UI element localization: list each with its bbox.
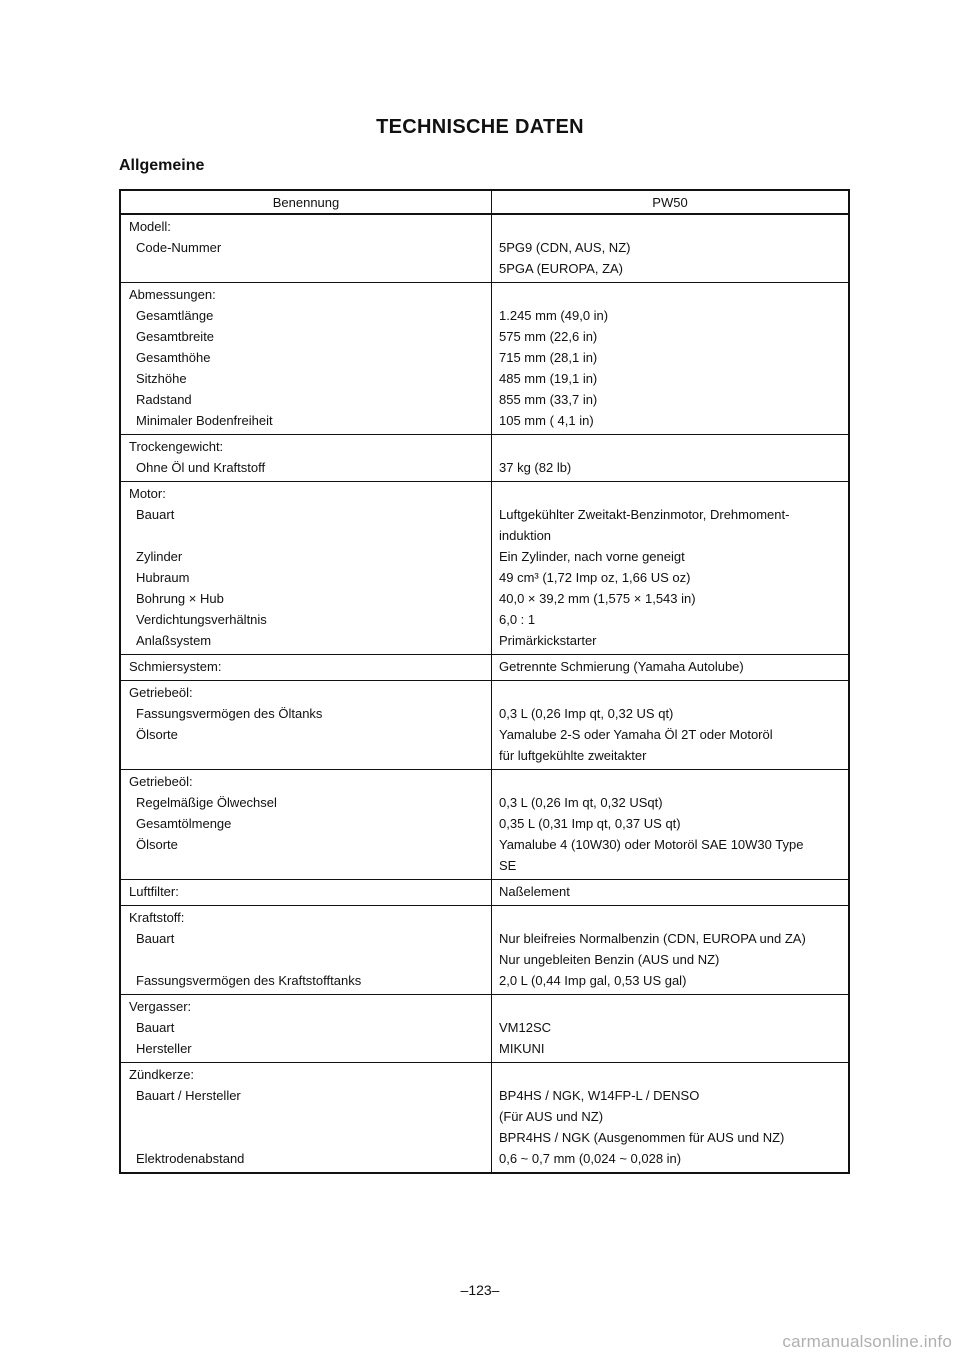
page-number: –123– (460, 1282, 500, 1298)
value-line: Nur ungebleiten Benzin (AUS und NZ) (499, 952, 720, 967)
value-line: induktion (499, 528, 552, 543)
value-cell (492, 655, 850, 681)
value-line (499, 682, 848, 703)
value-line (499, 771, 848, 792)
value-line (499, 216, 848, 237)
designation-line: Code-Nummer (136, 240, 222, 255)
table-row (120, 435, 849, 482)
value-cell (492, 770, 850, 880)
designation-cell (120, 681, 492, 770)
value-cell (492, 283, 850, 435)
value-line (499, 284, 848, 305)
section-heading: Allgemeine (119, 157, 205, 174)
designation-line: Fassungsvermögen des Öltanks (136, 706, 323, 721)
value-line: 2,0 L (0,44 Imp gal, 0,53 US gal) (499, 973, 687, 988)
designation-cell (120, 880, 492, 906)
value-line: Naßelement (499, 884, 570, 899)
value-line (499, 996, 848, 1017)
value-line: 40,0 × 39,2 mm (1,575 × 1,543 in) (499, 591, 696, 606)
designation-cell (120, 214, 492, 283)
table-row (120, 482, 849, 655)
value-cell (492, 1063, 850, 1174)
designation-line: Gesamtbreite (136, 329, 215, 344)
value-line: für luftgekühlte zweitakter (499, 748, 647, 763)
value-line: 855 mm (33,7 in) (499, 392, 598, 407)
designation-cell (120, 655, 492, 681)
value-line: BP4HS / NGK, W14FP-L / DENSO (499, 1088, 700, 1103)
designation-line: Elektrodenabstand (136, 1151, 245, 1166)
table-row (120, 681, 849, 770)
designation-cell (120, 770, 492, 880)
designation-line: Zylinder (136, 549, 183, 564)
value-cell (492, 482, 850, 655)
spec-table (119, 189, 850, 1174)
value-cell (492, 214, 850, 283)
designation-cell (120, 482, 492, 655)
designation-line: Kraftstoff: (129, 910, 185, 925)
value-line: 5PGA (EUROPA, ZA) (499, 261, 624, 276)
value-line: MIKUNI (499, 1041, 545, 1056)
table-row (120, 995, 849, 1063)
designation-line: Minimaler Bodenfreiheit (136, 413, 273, 428)
value-cell (492, 681, 850, 770)
value-line: 37 kg (82 lb) (499, 460, 572, 475)
designation-line (129, 1127, 491, 1148)
value-line: 5PG9 (CDN, AUS, NZ) (499, 240, 631, 255)
designation-line: Modell: (129, 219, 171, 234)
designation-line: Gesamtölmenge (136, 816, 232, 831)
designation-line: Ohne Öl und Kraftstoff (136, 460, 266, 475)
designation-cell (120, 906, 492, 995)
value-cell (492, 880, 850, 906)
page-title: TECHNISCHE DATEN (376, 116, 584, 138)
table-row (120, 906, 849, 995)
value-line: 105 mm ( 4,1 in) (499, 413, 594, 428)
designation-line (129, 258, 491, 279)
value-line: 575 mm (22,6 in) (499, 329, 598, 344)
designation-line: Vergasser: (129, 999, 192, 1014)
value-cell (492, 906, 850, 995)
designation-line: Ölsorte (136, 837, 178, 852)
designation-line: Trockengewicht: (129, 439, 224, 454)
designation-line: Motor: (129, 486, 166, 501)
table-row (120, 214, 849, 283)
designation-line (129, 525, 491, 546)
watermark: carmanualsonline.info (782, 1332, 952, 1351)
designation-line: Abmessungen: (129, 287, 216, 302)
table-row (120, 880, 849, 906)
table-row (120, 1063, 849, 1174)
value-line: 0,6 ~ 0,7 mm (0,024 ~ 0,028 in) (499, 1151, 682, 1166)
column-header-model: PW50 (492, 190, 850, 214)
designation-line: Getriebeöl: (129, 685, 193, 700)
table-row (120, 655, 849, 681)
value-cell (492, 435, 850, 482)
spec-table-body (120, 214, 849, 1173)
designation-line: Sitzhöhe (136, 371, 187, 386)
designation-line: Bohrung × Hub (136, 591, 224, 606)
value-line: 715 mm (28,1 in) (499, 350, 598, 365)
value-line: 1.245 mm (49,0 in) (499, 308, 609, 323)
value-line (499, 907, 848, 928)
designation-line: Anlaßsystem (136, 633, 212, 648)
designation-cell (120, 1063, 492, 1174)
designation-line: Bauart / Hersteller (136, 1088, 241, 1103)
value-line: Primärkickstarter (499, 633, 597, 648)
value-line: Yamalube 2-S oder Yamaha Öl 2T oder Motoröl (499, 727, 773, 742)
value-line: Getrennte Schmierung (Yamaha Autolube) (499, 659, 744, 674)
designation-line (129, 855, 491, 876)
value-line: Ein Zylinder, nach vorne geneigt (499, 549, 685, 564)
designation-line: Gesamthöhe (136, 350, 211, 365)
designation-line (129, 745, 491, 766)
value-line: SE (499, 858, 517, 873)
designation-line: Schmiersystem: (129, 659, 222, 674)
designation-line: Zündkerze: (129, 1067, 195, 1082)
designation-cell (120, 283, 492, 435)
designation-line: Hubraum (136, 570, 190, 585)
value-line (499, 1064, 848, 1085)
value-line: 49 cm³ (1,72 Imp oz, 1,66 US oz) (499, 570, 691, 585)
value-line: 485 mm (19,1 in) (499, 371, 598, 386)
value-line: Nur bleifreies Normalbenzin (CDN, EUROPA und ZA) (499, 931, 806, 946)
designation-line: Fassungsvermögen des Kraftstofftanks (136, 973, 362, 988)
value-line: Luftgekühlter Zweitakt-Benzinmotor, Drehmoment- (499, 507, 790, 522)
designation-cell (120, 995, 492, 1063)
designation-line: Radstand (136, 392, 192, 407)
designation-line: Regelmäßige Ölwechsel (136, 795, 277, 810)
value-line (499, 483, 848, 504)
designation-line (129, 1106, 491, 1127)
value-line: Yamalube 4 (10W30) oder Motoröl SAE 10W30 Type (499, 837, 804, 852)
value-line: 0,3 L (0,26 Im qt, 0,32 USqt) (499, 795, 663, 810)
designation-line: Ölsorte (136, 727, 178, 742)
table-row (120, 770, 849, 880)
designation-line: Bauart (136, 1020, 175, 1035)
value-line (499, 436, 848, 457)
column-header-designation: Benennung (120, 190, 492, 214)
table-row (120, 283, 849, 435)
value-line: 0,35 L (0,31 Imp qt, 0,37 US qt) (499, 816, 681, 831)
designation-line (129, 949, 491, 970)
designation-line: Verdichtungsverhältnis (136, 612, 267, 627)
designation-line: Bauart (136, 507, 175, 522)
value-line: VM12SC (499, 1020, 552, 1035)
designation-line: Gesamtlänge (136, 308, 214, 323)
designation-line: Bauart (136, 931, 175, 946)
value-cell (492, 995, 850, 1063)
designation-line: Getriebeöl: (129, 774, 193, 789)
designation-cell (120, 435, 492, 482)
value-line: (Für AUS und NZ) (499, 1109, 604, 1124)
designation-line: Hersteller (136, 1041, 192, 1056)
table-header-row (120, 190, 849, 214)
value-line: 0,3 L (0,26 Imp qt, 0,32 US qt) (499, 706, 674, 721)
designation-line: Luftfilter: (129, 884, 179, 899)
value-line: 6,0 : 1 (499, 612, 536, 627)
value-line: BPR4HS / NGK (Ausgenommen für AUS und NZ) (499, 1130, 785, 1145)
